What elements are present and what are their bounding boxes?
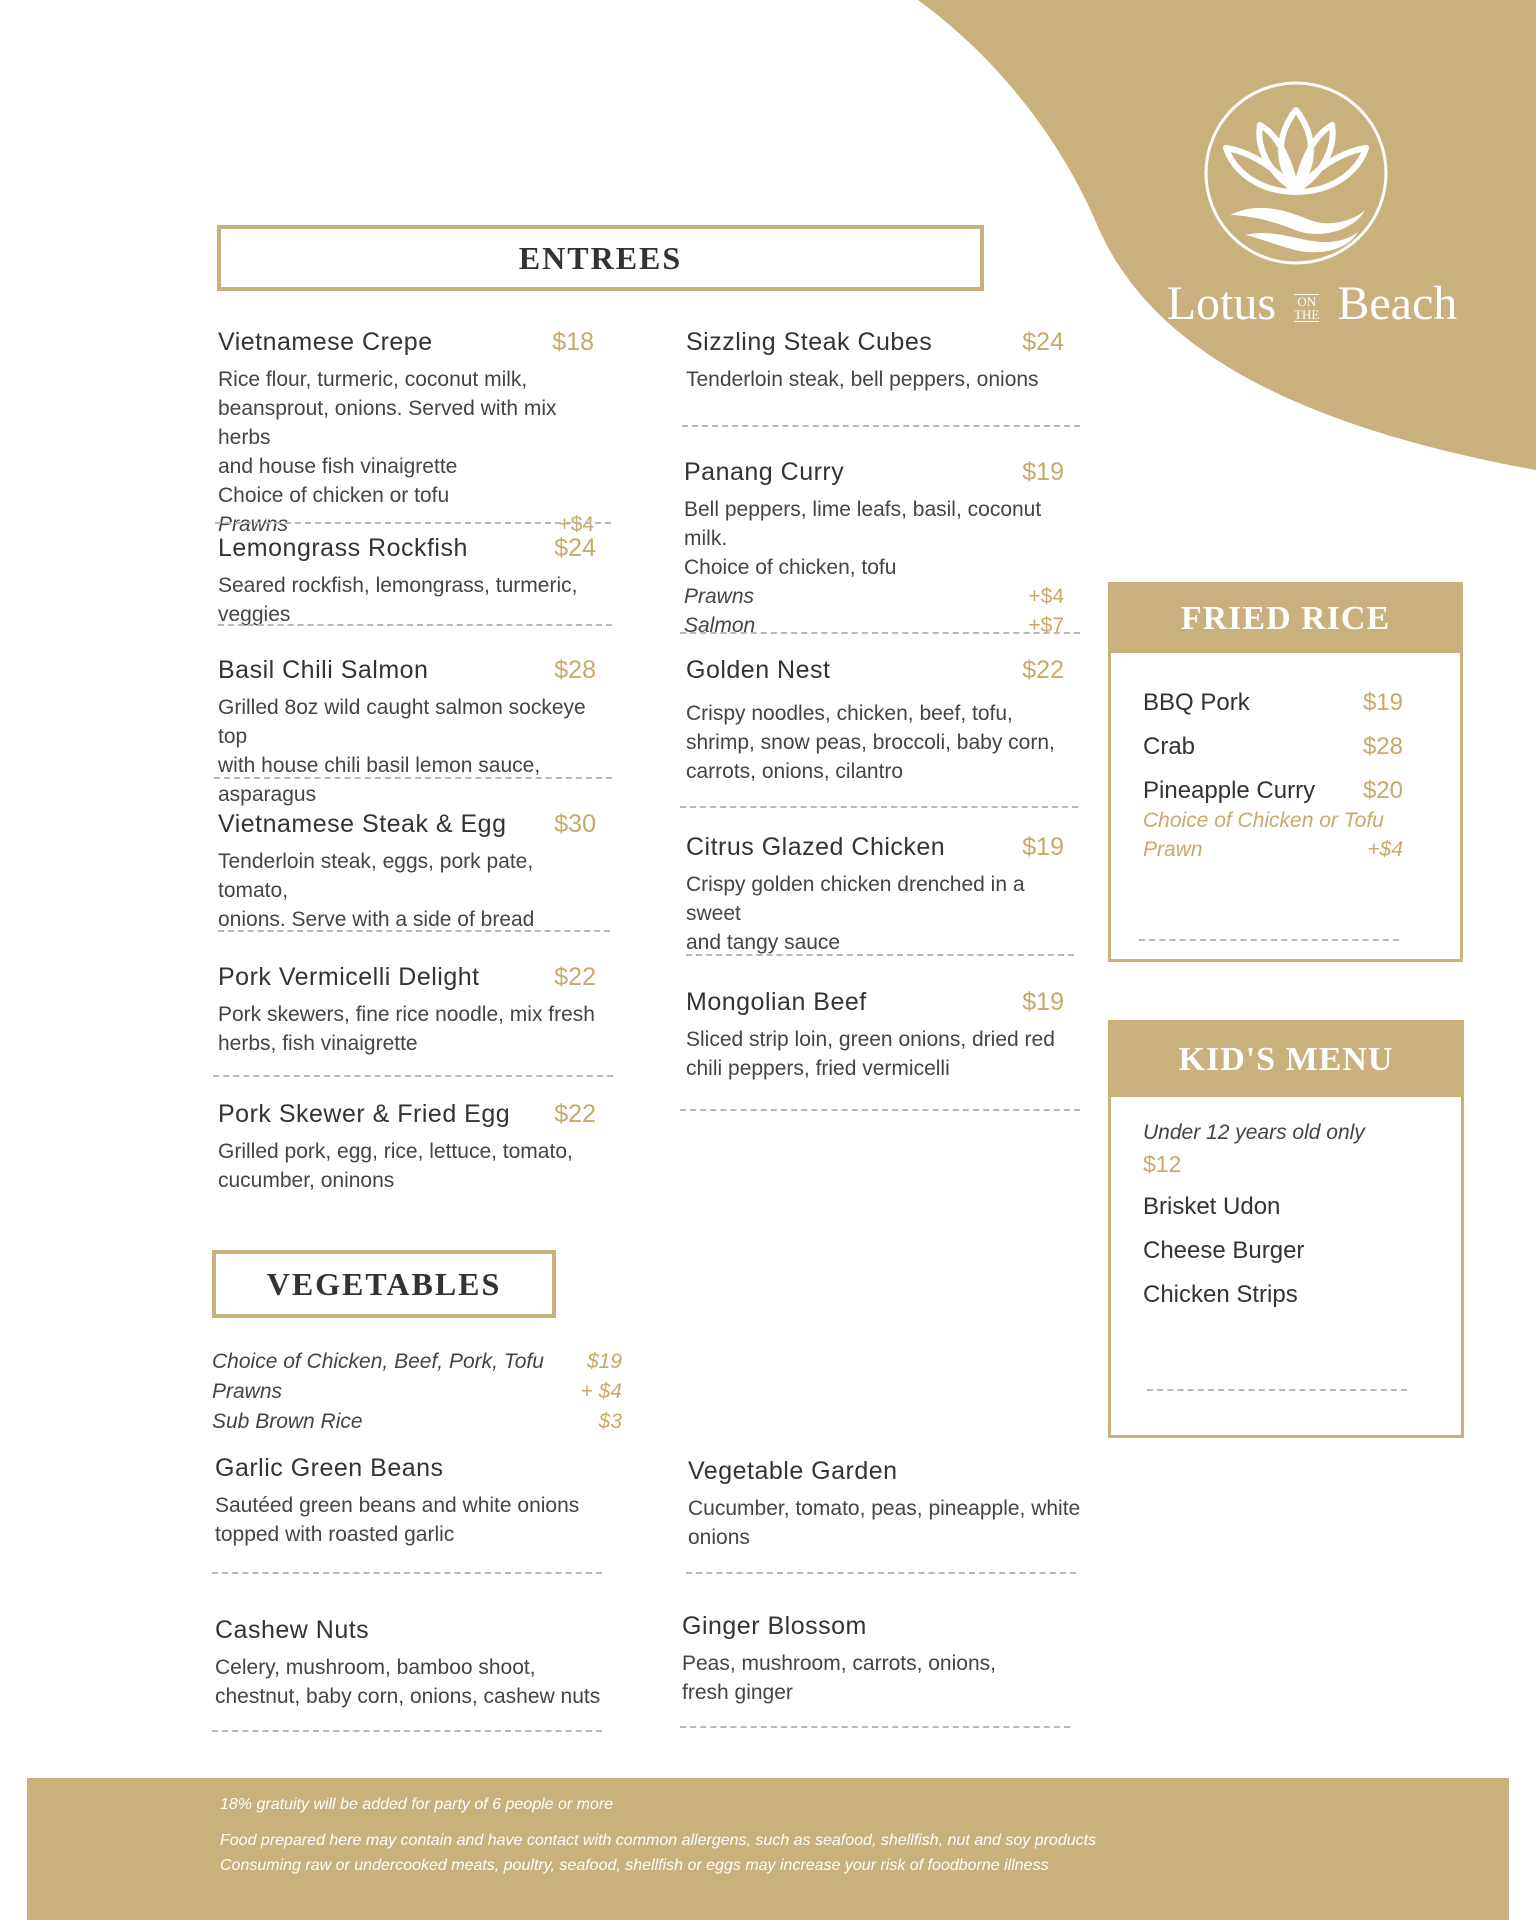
item-extra: Salmon +$7 — [684, 614, 1064, 637]
menu-item-panang-curry — [684, 458, 1064, 640]
item-name: Vegetable Garden — [688, 1457, 898, 1485]
item-description: Grilled 8oz wild caught salmon sockeye top with house chili basil lemon sauce, asparagus — [218, 696, 586, 806]
item-price: $18 — [552, 328, 594, 356]
kids-menu-panel — [1108, 1020, 1464, 1438]
item-price: $19 — [1022, 988, 1064, 1016]
item-price: $24 — [1022, 328, 1064, 356]
divider — [215, 522, 611, 524]
item-price: $22 — [554, 1100, 596, 1128]
menu-item-pork-skewer-fried-egg — [218, 1100, 596, 1195]
fried-rice-item: Crab $28 — [1143, 733, 1403, 760]
item-description: Grilled pork, egg, rice, lettuce, tomato, cucumber, oninons — [218, 1140, 573, 1192]
item-name: Panang Curry — [684, 458, 845, 486]
item-description: Crispy noodles, chicken, beef, tofu, shrimp, snow peas, broccoli, baby corn, carrots, onions, cilantro — [686, 702, 1055, 783]
item-name: Pork Vermicelli Delight — [218, 963, 480, 991]
item-price: $30 — [554, 810, 596, 838]
menu-item-ginger-blossom — [682, 1612, 1082, 1707]
kids-menu-item: Chicken Strips — [1143, 1281, 1298, 1308]
divider — [680, 806, 1078, 808]
item-name: Basil Chili Salmon — [218, 656, 429, 684]
entrees-section-title: ENTREES — [217, 225, 984, 291]
item-name: Vietnamese Crepe — [218, 328, 433, 356]
item-price: $28 — [554, 656, 596, 684]
item-description: Peas, mushroom, carrots, onions, fresh ginger — [682, 1652, 996, 1704]
divider — [212, 1572, 602, 1574]
vegetables-section-title: VEGETABLES — [212, 1250, 556, 1318]
item-extra: Prawns +$4 — [218, 513, 594, 536]
item-name: Garlic Green Beans — [215, 1454, 444, 1482]
menu-item-pork-vermicelli-delight — [218, 963, 596, 1058]
kids-menu-item: Cheese Burger — [1143, 1237, 1305, 1264]
item-description: Cucumber, tomato, peas, pineapple, white onions — [688, 1497, 1081, 1549]
menu-item-vegetable-garden — [688, 1457, 1088, 1552]
divider — [682, 425, 1080, 427]
kids-menu-note: Under 12 years old only — [1143, 1121, 1365, 1144]
item-price: $19 — [1022, 833, 1064, 861]
item-extra: Prawns +$4 — [684, 585, 1064, 608]
divider — [218, 930, 610, 932]
raw-food-warning: Consuming raw or undercooked meats, poultry, seafood, shellfish or eggs may increase your risk of foodborne illness — [220, 1857, 1049, 1874]
fried-rice-panel — [1108, 582, 1463, 962]
item-description: Sautéed green beans and white onions topped with roasted garlic — [215, 1494, 580, 1546]
menu-item-citrus-glazed-chicken — [686, 833, 1064, 957]
item-price: $22 — [554, 963, 596, 991]
menu-item-lemongrass-rockfish — [218, 534, 596, 629]
item-name: Vietnamese Steak & Egg — [218, 810, 507, 838]
menu-item-golden-nest — [686, 656, 1064, 786]
item-price: $24 — [554, 534, 596, 562]
item-name: Golden Nest — [686, 656, 831, 684]
divider — [1147, 1389, 1407, 1391]
fried-rice-item: Pineapple Curry $20 — [1143, 777, 1403, 804]
menu-item-mongolian-beef — [686, 988, 1064, 1083]
item-name: Cashew Nuts — [215, 1616, 370, 1644]
fried-rice-title: FRIED RICE — [1111, 585, 1460, 653]
item-price: $22 — [1022, 656, 1064, 684]
kids-menu-item: Brisket Udon — [1143, 1193, 1281, 1220]
fried-rice-extra: Prawn +$4 — [1143, 838, 1403, 861]
fried-rice-note: Choice of Chicken or Tofu — [1143, 809, 1384, 832]
item-description: Bell peppers, lime leafs, basil, coconut milk. Choice of chicken, tofu — [684, 498, 1042, 579]
item-name: Pork Skewer & Fried Egg — [218, 1100, 511, 1128]
item-description: Sliced strip loin, green onions, dried red chili peppers, fried vermicelli — [686, 1028, 1055, 1080]
brand-wordmark: Lotus ON THE Beach — [1166, 277, 1458, 330]
kids-menu-title: KID'S MENU — [1111, 1023, 1461, 1097]
divider — [214, 777, 612, 779]
divider — [1139, 939, 1399, 941]
item-description: Seared rockfish, lemongrass, turmeric, veggies — [218, 574, 578, 626]
menu-item-garlic-green-beans — [215, 1454, 615, 1549]
item-name: Mongolian Beef — [686, 988, 867, 1016]
divider — [686, 1572, 1076, 1574]
divider — [686, 954, 1074, 956]
item-price: $19 — [1022, 458, 1064, 486]
gratuity-note: 18% gratuity will be added for party of 6 people or more — [220, 1796, 614, 1813]
kids-menu-price: $12 — [1143, 1151, 1182, 1177]
item-description: Crispy golden chicken drenched in a sweet and tangy sauce — [686, 873, 1025, 954]
item-name: Lemongrass Rockfish — [218, 534, 468, 562]
item-description: Tenderloin steak, bell peppers, onions — [686, 368, 1039, 391]
item-description: Rice flour, turmeric, coconut milk, beansprout, onions. Served with mix herbs and house fish vinaigrette Choice of chicken or tofu — [218, 368, 557, 507]
menu-item-sizzling-steak-cubes — [686, 328, 1064, 394]
fried-rice-item: BBQ Pork $19 — [1143, 689, 1403, 716]
menu-item-basil-chili-salmon — [218, 656, 596, 809]
divider — [212, 1730, 602, 1732]
item-name: Ginger Blossom — [682, 1612, 867, 1640]
item-description: Tenderloin steak, eggs, pork pate, tomato, onions. Serve with a side of bread — [218, 850, 535, 931]
item-description: Pork skewers, fine rice noodle, mix fresh herbs, fish vinaigrette — [218, 1003, 595, 1055]
divider — [680, 1109, 1080, 1111]
item-name: Citrus Glazed Chicken — [686, 833, 946, 861]
item-name: Sizzling Steak Cubes — [686, 328, 933, 356]
item-description: Celery, mushroom, bamboo shoot, chestnut, baby corn, onions, cashew nuts — [215, 1656, 601, 1708]
divider — [680, 1726, 1070, 1728]
menu-item-vietnamese-steak-egg — [218, 810, 596, 934]
menu-item-cashew-nuts — [215, 1616, 615, 1711]
divider — [680, 632, 1080, 634]
divider — [218, 624, 612, 626]
vegetables-options: Choice of Chicken, Beef, Pork, Tofu $19 Prawns + $4 Sub Brown Rice $3 — [212, 1350, 622, 1433]
divider — [213, 1075, 613, 1077]
allergen-note: Food prepared here may contain and have contact with common allergens, such as seafood, shellfish, nut and soy products — [220, 1832, 1097, 1849]
menu-item-vietnamese-crepe — [218, 328, 594, 539]
